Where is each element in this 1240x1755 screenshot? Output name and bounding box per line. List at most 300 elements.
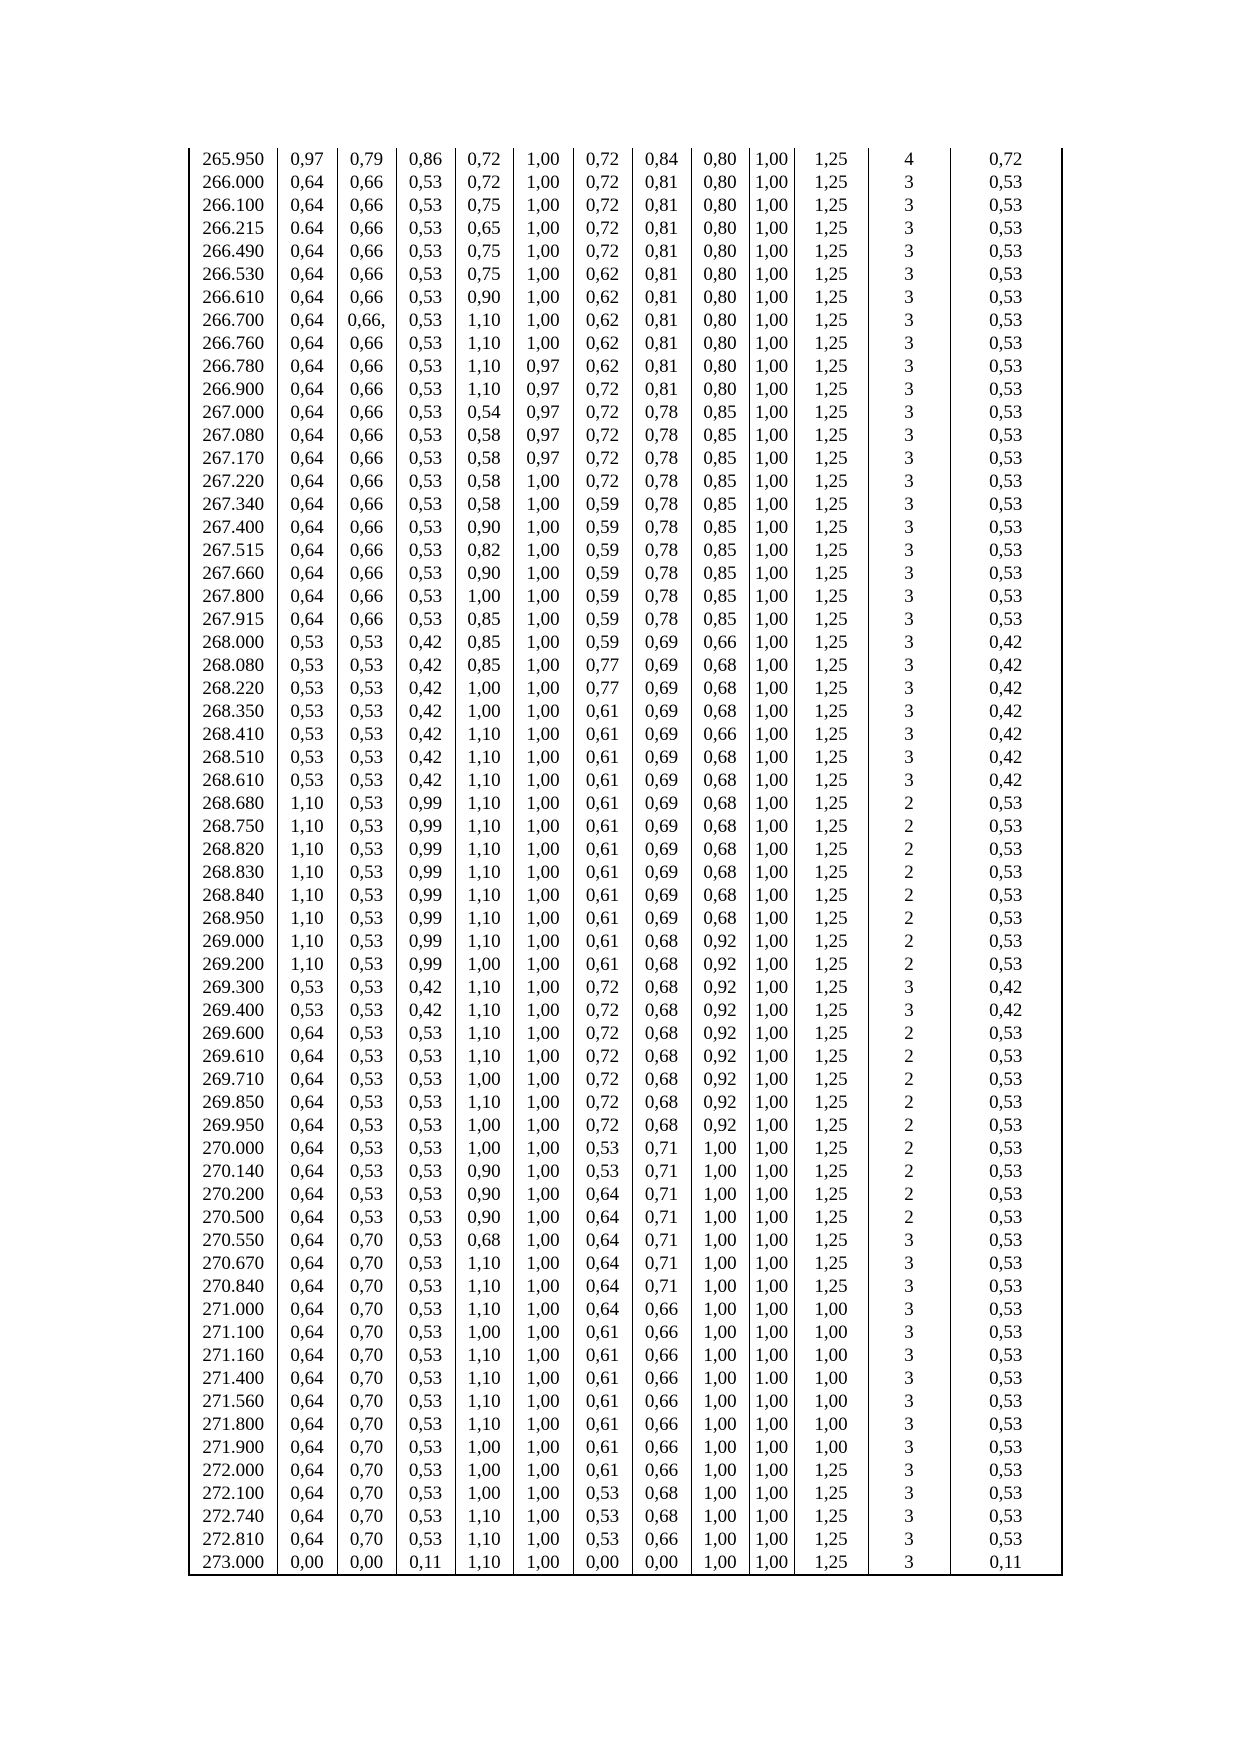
table-cell: 0,85 [691, 585, 749, 608]
table-cell: 0,66 [632, 1436, 691, 1459]
table-cell: 3 [868, 585, 950, 608]
table-cell: 1,10 [455, 999, 513, 1022]
table-cell: 0,53 [337, 1045, 396, 1068]
table-cell: 1,00 [691, 1459, 749, 1482]
table-cell: 0,68 [691, 907, 749, 930]
table-cell: 0,80 [691, 194, 749, 217]
table-cell: 1,00 [513, 171, 573, 194]
table-cell: 1,00 [749, 1091, 794, 1114]
table-cell: 0,62 [573, 355, 632, 378]
table-cell: 1,00 [455, 1459, 513, 1482]
table-cell: 3 [868, 194, 950, 217]
table-cell: 0,53 [396, 1482, 455, 1505]
table-cell: 0,66 [632, 1390, 691, 1413]
table-cell: 0,53 [277, 700, 337, 723]
table-cell: 1,10 [455, 1505, 513, 1528]
table-cell: 0,70 [337, 1390, 396, 1413]
table-cell: 1,00 [794, 1413, 868, 1436]
table-cell: 1,10 [455, 861, 513, 884]
table-cell: 0,66 [337, 493, 396, 516]
table-cell: 0,53 [396, 1390, 455, 1413]
table-cell: 1,00 [749, 516, 794, 539]
table-cell: 1,00 [513, 1390, 573, 1413]
table-cell: 1,25 [794, 999, 868, 1022]
table-cell: 3 [868, 723, 950, 746]
table-cell: 0,81 [632, 194, 691, 217]
table-cell: 0,72 [573, 1045, 632, 1068]
table-cell: 1,25 [794, 654, 868, 677]
table-cell: 0,64 [277, 1068, 337, 1091]
row-key-cell: 267.170 [189, 447, 277, 470]
table-cell: 0,68 [632, 999, 691, 1022]
table-cell: 3 [868, 217, 950, 240]
table-cell: 0,53 [950, 1229, 1062, 1252]
table-row [189, 355, 1062, 378]
table-cell: 1,10 [277, 953, 337, 976]
table-cell: 0,68 [632, 1045, 691, 1068]
table-cell: 0,78 [632, 562, 691, 585]
table-cell: 0,72 [573, 1068, 632, 1091]
table-cell: 2 [868, 907, 950, 930]
table-cell: 0,70 [337, 1252, 396, 1275]
table-cell: 0,64 [277, 263, 337, 286]
table-cell: 1,00 [513, 1367, 573, 1390]
table-cell: 1,10 [455, 792, 513, 815]
table-cell: 1,00 [455, 1114, 513, 1137]
table-cell: 1,00 [749, 401, 794, 424]
table-cell: 1,10 [455, 769, 513, 792]
table-cell: 0,81 [632, 309, 691, 332]
table-cell: 0,66 [632, 1344, 691, 1367]
table-cell: 3 [868, 631, 950, 654]
table-cell: 0,75 [455, 240, 513, 263]
table-cell: 3 [868, 539, 950, 562]
table-cell: 0,78 [632, 493, 691, 516]
table-cell: 0,64 [277, 1436, 337, 1459]
table-cell: 0,54 [455, 401, 513, 424]
table-cell: 1,00 [749, 263, 794, 286]
table-cell: 0,68 [691, 838, 749, 861]
row-key-cell: 268.610 [189, 769, 277, 792]
table-cell: 1,00 [794, 1344, 868, 1367]
table-cell: 0,53 [337, 815, 396, 838]
table-cell: 3 [868, 1528, 950, 1551]
table-row [189, 148, 1062, 171]
table-row [189, 884, 1062, 907]
table-cell: 0,53 [950, 493, 1062, 516]
table-cell: 0,53 [337, 1114, 396, 1137]
table-cell: 1,00 [691, 1137, 749, 1160]
table-cell: 1,00 [749, 171, 794, 194]
table-cell: 1,00 [749, 1275, 794, 1298]
table-cell: 3 [868, 608, 950, 631]
table-cell: 3 [868, 171, 950, 194]
table-cell: 1,00 [691, 1298, 749, 1321]
row-key-cell: 272.000 [189, 1459, 277, 1482]
table-cell: 1,00 [455, 1321, 513, 1344]
table-cell: 0,58 [455, 424, 513, 447]
table-row [189, 1206, 1062, 1229]
table-cell: 1,00 [455, 953, 513, 976]
table-cell: 0,66 [337, 217, 396, 240]
table-cell: 0,53 [337, 907, 396, 930]
table-cell: 1,10 [455, 1344, 513, 1367]
table-row [189, 539, 1062, 562]
table-cell: 0,70 [337, 1344, 396, 1367]
table-cell: 1,25 [794, 217, 868, 240]
table-cell: 0,69 [632, 769, 691, 792]
table-cell: 0,53 [337, 1068, 396, 1091]
row-key-cell: 268.080 [189, 654, 277, 677]
table-cell: 0,53 [950, 470, 1062, 493]
table-cell: 1,00 [794, 1390, 868, 1413]
table-cell: 0,53 [396, 1528, 455, 1551]
table-cell: 1,00 [749, 470, 794, 493]
table-cell: 0,42 [396, 654, 455, 677]
table-cell: 1,25 [794, 516, 868, 539]
row-key-cell: 266.610 [189, 286, 277, 309]
table-cell: 1,00 [513, 470, 573, 493]
table-cell: 3 [868, 769, 950, 792]
table-cell: 1,25 [794, 470, 868, 493]
table-cell: 0,77 [573, 654, 632, 677]
table-cell: 0,86 [396, 148, 455, 171]
table-cell: 0,70 [337, 1229, 396, 1252]
table-cell: 0,64 [277, 1206, 337, 1229]
table-cell: 0,53 [337, 1183, 396, 1206]
table-cell: 1,25 [794, 424, 868, 447]
table-cell: 0,68 [691, 654, 749, 677]
row-key-cell: 267.220 [189, 470, 277, 493]
table-cell: 1,10 [277, 884, 337, 907]
row-key-cell: 271.000 [189, 1298, 277, 1321]
table-cell: 0,72 [573, 470, 632, 493]
table-cell: 0,68 [632, 953, 691, 976]
table-cell: 1,25 [794, 815, 868, 838]
table-cell: 0,61 [573, 792, 632, 815]
table-cell: 3 [868, 999, 950, 1022]
table-cell: 0,53 [950, 447, 1062, 470]
table-cell: 0,92 [691, 976, 749, 999]
table-cell: 0,85 [691, 447, 749, 470]
table-cell: 0,92 [691, 1091, 749, 1114]
table-cell: 1,00 [749, 424, 794, 447]
table-cell: 0,82 [455, 539, 513, 562]
table-cell: 3 [868, 654, 950, 677]
table-cell: 0,72 [950, 148, 1062, 171]
row-key-cell: 272.740 [189, 1505, 277, 1528]
table-cell: 0,53 [950, 1160, 1062, 1183]
table-cell: 0,42 [396, 677, 455, 700]
table-cell: 0,72 [573, 424, 632, 447]
table-cell: 1,10 [277, 815, 337, 838]
table-cell: 0,66 [337, 585, 396, 608]
table-cell: 0,72 [573, 447, 632, 470]
table-cell: 1,25 [794, 263, 868, 286]
table-row [189, 562, 1062, 585]
table-row [189, 1114, 1062, 1137]
table-cell: 1,00 [513, 746, 573, 769]
table-cell: 0,66, [337, 309, 396, 332]
table-cell: 0,53 [337, 999, 396, 1022]
table-cell: 0,53 [950, 792, 1062, 815]
table-cell: 1,25 [794, 1183, 868, 1206]
table-cell: 0,53 [950, 585, 1062, 608]
table-cell: 0,53 [950, 1206, 1062, 1229]
table-cell: 0,53 [396, 1344, 455, 1367]
row-key-cell: 266.760 [189, 332, 277, 355]
table-cell: 0,71 [632, 1252, 691, 1275]
table-row [189, 263, 1062, 286]
table-cell: 0,53 [950, 332, 1062, 355]
table-cell: 0,53 [396, 1091, 455, 1114]
table-cell: 0,90 [455, 1183, 513, 1206]
table-cell: 1,00 [749, 608, 794, 631]
table-cell: 1,00 [513, 930, 573, 953]
table-cell: 0,68 [691, 677, 749, 700]
table-cell: 3 [868, 1436, 950, 1459]
table-cell: 2 [868, 1206, 950, 1229]
table-cell: 0,64 [277, 1344, 337, 1367]
row-key-cell: 269.400 [189, 999, 277, 1022]
row-key-cell: 269.300 [189, 976, 277, 999]
table-cell: 3 [868, 309, 950, 332]
table-cell: 0,00 [277, 1551, 337, 1575]
table-cell: 0,72 [573, 194, 632, 217]
table-cell: 1,00 [749, 217, 794, 240]
table-cell: 0,64 [277, 1091, 337, 1114]
table-cell: 1,25 [794, 1482, 868, 1505]
table-cell: 1,00 [513, 769, 573, 792]
table-cell: 1,00 [749, 148, 794, 171]
row-key-cell: 268.830 [189, 861, 277, 884]
table-cell: 0,72 [573, 1091, 632, 1114]
table-cell: 0,64 [277, 447, 337, 470]
table-cell: 1,00 [749, 884, 794, 907]
table-cell: 1,00 [749, 1022, 794, 1045]
table-cell: 0,64 [277, 1390, 337, 1413]
table-cell: 0,58 [455, 493, 513, 516]
table-cell: 0,64 [277, 194, 337, 217]
table-cell: 1,10 [277, 838, 337, 861]
table-cell: 0,61 [573, 746, 632, 769]
table-cell: 0,42 [950, 746, 1062, 769]
table-cell: 0,78 [632, 539, 691, 562]
table-cell: 0,53 [950, 1505, 1062, 1528]
table-cell: 0,85 [691, 424, 749, 447]
table-cell: 1,00 [513, 1275, 573, 1298]
row-key-cell: 266.780 [189, 355, 277, 378]
table-cell: 1,00 [749, 953, 794, 976]
table-cell: 1,00 [513, 976, 573, 999]
row-key-cell: 268.950 [189, 907, 277, 930]
table-cell: 1,25 [794, 677, 868, 700]
table-cell: 1,10 [455, 930, 513, 953]
table-cell: 0,53 [396, 1436, 455, 1459]
table-cell: 1,00 [749, 493, 794, 516]
table-cell: 1,25 [794, 1068, 868, 1091]
row-key-cell: 272.100 [189, 1482, 277, 1505]
table-cell: 2 [868, 1091, 950, 1114]
table-cell: 1,00 [513, 562, 573, 585]
table-cell: 1,25 [794, 769, 868, 792]
table-cell: 0,53 [396, 309, 455, 332]
table-cell: 0,66 [632, 1413, 691, 1436]
table-cell: 1,00 [691, 1367, 749, 1390]
table-cell: 1,00 [749, 1344, 794, 1367]
table-cell: 0,72 [573, 148, 632, 171]
table-cell: 3 [868, 447, 950, 470]
table-cell: 0,64 [277, 1528, 337, 1551]
table-cell: 0,62 [573, 309, 632, 332]
table-cell: 1,00 [749, 1528, 794, 1551]
table-cell: 1,00 [749, 976, 794, 999]
table-cell: 1,00 [691, 1275, 749, 1298]
table-cell: 1,10 [455, 378, 513, 401]
table-cell: 0,69 [632, 792, 691, 815]
table-cell: 1,00 [794, 1321, 868, 1344]
table-cell: 3 [868, 1551, 950, 1575]
table-cell: 0,11 [950, 1551, 1062, 1575]
table-cell: 1,25 [794, 884, 868, 907]
table-cell: 0,53 [396, 355, 455, 378]
table-cell: 0,70 [337, 1482, 396, 1505]
table-row [189, 1390, 1062, 1413]
row-key-cell: 270.670 [189, 1252, 277, 1275]
table-cell: 0,53 [950, 424, 1062, 447]
table-row [189, 1229, 1062, 1252]
table-cell: 0,53 [277, 654, 337, 677]
table-cell: 0,64 [277, 585, 337, 608]
table-cell: 3 [868, 401, 950, 424]
table-cell: 0,72 [573, 1022, 632, 1045]
table-cell: 0,53 [396, 217, 455, 240]
table-cell: 0,68 [632, 976, 691, 999]
table-cell: 0,81 [632, 263, 691, 286]
table-cell: 1,00 [513, 815, 573, 838]
table-cell: 0,68 [691, 769, 749, 792]
table-cell: 0,53 [950, 217, 1062, 240]
table-cell: 0,59 [573, 608, 632, 631]
table-cell: 1,00 [749, 838, 794, 861]
table-cell: 0,53 [337, 1137, 396, 1160]
table-cell: 1,00 [513, 1459, 573, 1482]
table-cell: 0,53 [396, 585, 455, 608]
table-cell: 1,25 [794, 240, 868, 263]
table-cell: 3 [868, 332, 950, 355]
table-cell: 0,64 [277, 240, 337, 263]
table-row [189, 1252, 1062, 1275]
table-row [189, 217, 1062, 240]
table-cell: 0,64 [277, 562, 337, 585]
table-cell: 0,80 [691, 148, 749, 171]
table-cell: 0,61 [573, 930, 632, 953]
table-cell: 2 [868, 953, 950, 976]
table-cell: 0,79 [337, 148, 396, 171]
table-cell: 0,53 [277, 631, 337, 654]
table-cell: 0,42 [396, 746, 455, 769]
table-cell: 1,00 [749, 1390, 794, 1413]
table-cell: 0,85 [691, 470, 749, 493]
table-cell: 0,78 [632, 516, 691, 539]
table-cell: 0,70 [337, 1505, 396, 1528]
table-cell: 0,66 [337, 286, 396, 309]
table-cell: 0,53 [396, 1298, 455, 1321]
table-row [189, 1528, 1062, 1551]
table-row [189, 999, 1062, 1022]
table-row [189, 1413, 1062, 1436]
table-cell: 0,69 [632, 746, 691, 769]
table-cell: 1,25 [794, 1551, 868, 1575]
row-key-cell: 266.490 [189, 240, 277, 263]
table-row [189, 585, 1062, 608]
table-cell: 1,00 [513, 148, 573, 171]
table-cell: 0,53 [396, 1367, 455, 1390]
table-cell: 1,00 [513, 907, 573, 930]
table-cell: 0,66 [337, 562, 396, 585]
table-cell: 0,53 [277, 999, 337, 1022]
table-cell: 0,69 [632, 907, 691, 930]
table-cell: 1,00 [455, 677, 513, 700]
table-cell: 0,53 [337, 1160, 396, 1183]
table-cell: 1,00 [513, 1344, 573, 1367]
table-cell: 0,53 [573, 1482, 632, 1505]
table-cell: 0,53 [396, 1413, 455, 1436]
table-cell: 0,69 [632, 677, 691, 700]
table-cell: 0,66 [337, 355, 396, 378]
table-cell: 1,00 [691, 1229, 749, 1252]
table-cell: 1,00 [513, 700, 573, 723]
table-cell: 1,25 [794, 1160, 868, 1183]
table-cell: 1,00 [749, 907, 794, 930]
table-cell: 3 [868, 424, 950, 447]
table-cell: 0,64 [573, 1206, 632, 1229]
table-cell: 0,59 [573, 539, 632, 562]
table-cell: 1,00 [749, 378, 794, 401]
table-cell: 0,66 [337, 171, 396, 194]
table-cell: 1,00 [749, 631, 794, 654]
table-cell: 0,70 [337, 1413, 396, 1436]
table-cell: 0,80 [691, 378, 749, 401]
table-cell: 0,66 [632, 1367, 691, 1390]
table-cell: 1,10 [455, 1298, 513, 1321]
table-cell: 1,00 [455, 1137, 513, 1160]
table-cell: 0,53 [950, 286, 1062, 309]
table-cell: 0,53 [950, 838, 1062, 861]
table-cell: 0,53 [337, 953, 396, 976]
table-cell: 0,72 [573, 217, 632, 240]
table-cell: 1,00 [691, 1505, 749, 1528]
row-key-cell: 273.000 [189, 1551, 277, 1575]
table-cell: 3 [868, 355, 950, 378]
table-cell: 0,61 [573, 884, 632, 907]
table-cell: 0,61 [573, 838, 632, 861]
table-cell: 1,00 [749, 1206, 794, 1229]
table-cell: 0,64 [277, 1459, 337, 1482]
table-cell: 0,81 [632, 217, 691, 240]
table-row [189, 1459, 1062, 1482]
table-cell: 0,71 [632, 1137, 691, 1160]
table-cell: 0,61 [573, 861, 632, 884]
table-cell: 1,00 [749, 654, 794, 677]
table-cell: 1,25 [794, 1114, 868, 1137]
table-cell: 0,64 [277, 286, 337, 309]
table-cell: 1,25 [794, 309, 868, 332]
table-cell: 3 [868, 1390, 950, 1413]
table-row [189, 516, 1062, 539]
table-cell: 0,53 [396, 1068, 455, 1091]
table-cell: 0,53 [337, 1091, 396, 1114]
